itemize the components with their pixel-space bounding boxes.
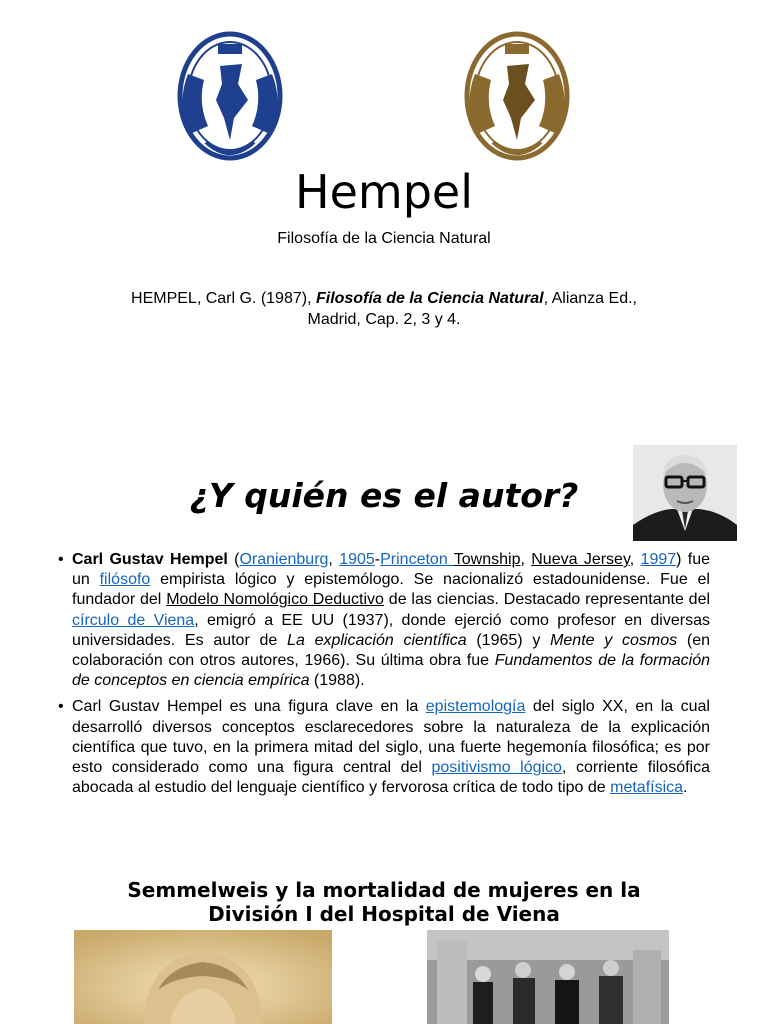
text-run: - [374,551,381,568]
citation-book-title: Filosofía de la Ciencia Natural [315,290,544,307]
link-circulo-de-viena[interactable]: círculo de Viena [72,611,195,629]
link-princeton[interactable]: Princeton [380,551,454,568]
author-name: Carl Gustav Hempel [72,551,228,568]
modelo-nomologico-text: Modelo Nomológico Deductivo [166,591,384,609]
text-run: de las ciencias. Destacado representante del [383,591,711,609]
subtitle: Filosofía de la Ciencia Natural [277,230,491,247]
link-oranienburg[interactable]: Oranienburg [239,551,329,568]
bibliographic-citation [104,288,664,330]
author-bullet-list [58,550,710,804]
text-run: . [683,779,688,797]
text-run: (1988). [309,672,365,690]
text-run: , corriente filosófica abocada al estudio del lenguaje científico y fervorosa crítica de todo tipo de [72,759,710,797]
link-filosofo[interactable]: filósofo [99,571,151,589]
link-positivismo-logico[interactable]: positivismo lógico [431,759,562,777]
hospital-scene-image [427,930,669,1024]
list-item [58,697,710,798]
text-run: empirista lógico y epistemólogo. Se nacionalizó estadounidense. Fue el fundador del [72,571,710,609]
text-run: ( [227,551,240,568]
link-1997[interactable]: 1997 [640,551,677,568]
nueva-jersey-text: Nueva Jersey [531,551,630,568]
text-run: del siglo XX, en la cual desarrolló diversos conceptos esclarecedores sobre la naturaleza de la explicación científica que tuvo, en la primera mitad del siglo, una fuerte hegemonía filosófica; es por esto considerado como una figura central del [72,698,710,777]
text-run: ) fue un [72,551,711,589]
book-title-explicacion: La explicación científica [287,631,467,649]
text-run: Carl Gustav Hempel es una figura clave en la [72,698,426,716]
text-run: (en colaboración con otros autores, 1966). Su última obra fue [72,631,710,670]
text-run: , [328,551,340,568]
list-item [58,550,710,691]
link-1905[interactable]: 1905 [339,551,375,568]
semmelweis-portrait-image [74,930,332,1024]
semmelweis-heading: Semmelweis y la mortalidad de mujeres en la División I del Hospital de Viena [127,878,641,926]
link-epistemologia[interactable]: epistemología [425,698,526,716]
author-heading: ¿Y quién es el autor? [189,476,579,515]
book-title-mente: Mente y cosmos [550,631,678,649]
hempel-portrait-image [633,445,737,541]
unam-seal-blue-icon [168,14,292,178]
text-run: , emigró a EE UU (1937), donde ejerció como profesor en diversas universidades. Es autor de [72,611,710,649]
page-title: Hempel [295,165,473,219]
text-run: , [629,551,641,568]
citation-prefix: HEMPEL, Carl G. (1987), [131,290,316,307]
text-run: , [520,551,532,568]
unam-seal-gold-icon [455,14,579,178]
text-run: (1965) y [466,631,551,649]
link-metafisica[interactable]: metafísica [610,779,684,797]
book-title-fundamentos: Fundamentos de la formación de conceptos en ciencia empírica [72,652,711,690]
citation-suffix: , Alianza Ed., Madrid, Cap. 2, 3 y 4. [307,290,637,328]
township-text: Township [453,551,521,568]
